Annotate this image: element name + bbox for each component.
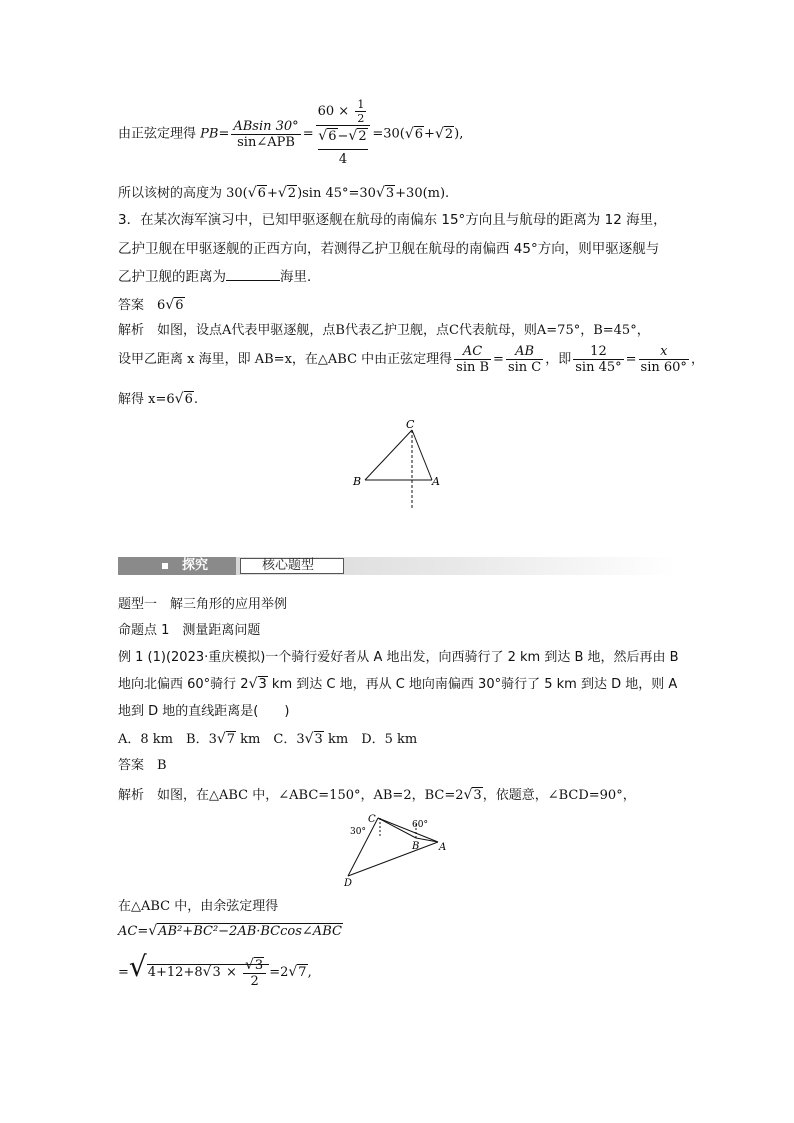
label-a: A (432, 475, 440, 488)
square-bullet-icon (162, 563, 168, 569)
fraction-ab-sin30: $\frac{ABsin 30^\circ}{\text{sin∠APB}}$ (233, 118, 299, 150)
solution-1-line-1: 解析 如图，在△ABC 中，∠ABC=150°，AB=2，BC=2√3，依题意，∠BCD=90°， (118, 787, 636, 803)
answer-1: 答案 B (118, 758, 167, 773)
fraction-60-half: 60 × $\frac{1}{2}$ √6−√2 4 (316, 98, 371, 170)
solution-3-line-3: 解得 x=6√6. (118, 391, 198, 407)
tree-height-line: 所以该树的高度为 30(√6+√2)sin 45°=30√3+30(m). (118, 185, 450, 201)
example-1-line-3: 地到 D 地的直线距离是( ) (118, 704, 290, 719)
pb-formula-line: 由正弦定理得 PB= $\frac{ABsin 30^\circ}{\text{sin∠APB}}$ = 60 × $\frac{1}{2}$ √6−√2 4 =30(√6+√2), (118, 98, 463, 170)
label-d: D (344, 878, 353, 889)
triangle-figure-2 (338, 810, 458, 890)
question-3-line-2: 乙护卫舰在甲驱逐舰的正西方向，若测得乙护卫舰在航母的南偏西 45°方向，则甲驱逐舰与 (118, 241, 660, 257)
solution-3-line-1: 解析 如图，设点A代表甲驱逐舰，点B代表乙护卫舰，点C代表航母，则A=75°，B=45°， (118, 323, 650, 338)
cosine-rule-intro: 在△ABC 中，由余弦定理得 (118, 899, 279, 914)
cosine-calc-line: =√4+12+8√3 × $\frac{√3}{2}$ =2√7, (118, 950, 312, 989)
side-ca (378, 818, 438, 842)
triangle-figure-1 (340, 415, 460, 515)
side-bc (365, 430, 412, 480)
label-b: B (353, 475, 362, 488)
question-3-line-3: 乙护卫舰的距离为 海里． (118, 269, 321, 285)
angle-30: 30° (350, 827, 366, 837)
proposition-point-title: 命题点 1 测量距离问题 (118, 623, 261, 638)
options-line: A．8 km B．3√7 km C．3√3 km D．5 km (118, 731, 418, 747)
angle-60: 60° (412, 820, 428, 830)
section-header-bar (118, 557, 676, 575)
section-label-explore: 探究 (182, 558, 209, 573)
example-1-line-2: 地向北偏西 60°骑行 2√3 km 到达 C 地，再从 C 地向南偏西 30°骑行了 5 km 到达 D 地，则 A (118, 676, 678, 692)
label-c: C (368, 814, 376, 825)
answer-3: 答案 6√6 (118, 297, 184, 313)
solution-3-line-2: 设甲乙距离 x 海里，即 AB=x，在△ABC 中由正弦定理得 $\frac{AC}{\text{sin B}}$ = $\frac{AB}{\text{sin C}}$ ，即 $\frac{12}{\sin 45^\circ}$ = $\frac{x}{\sin 60^\circ}$ ， (118, 344, 704, 375)
side-ca (412, 430, 432, 480)
example-1-line-1: 例 1 (1)(2023·重庆模拟)一个骑行爱好者从 A 地出发，向西骑行了 2 km 到达 B 地，然后再由 B (118, 650, 679, 665)
side-da (348, 842, 438, 876)
side-cb (378, 818, 416, 838)
label-b: B (412, 841, 420, 852)
label-a: A (439, 842, 447, 853)
question-type-title: 题型一 解三角形的应用举例 (118, 597, 288, 612)
answer-blank (226, 268, 280, 281)
label-c: C (406, 418, 415, 431)
cosine-rule-line: AC=√AB²+BC²−2AB·BCcos∠ABC (118, 923, 342, 939)
section-label-core: 核心题型 (262, 558, 315, 573)
question-3-line-1: 3．在某次海军演习中，已知甲驱逐舰在航母的南偏东 15°方向且与航母的距离为 12 海里， (118, 212, 667, 228)
